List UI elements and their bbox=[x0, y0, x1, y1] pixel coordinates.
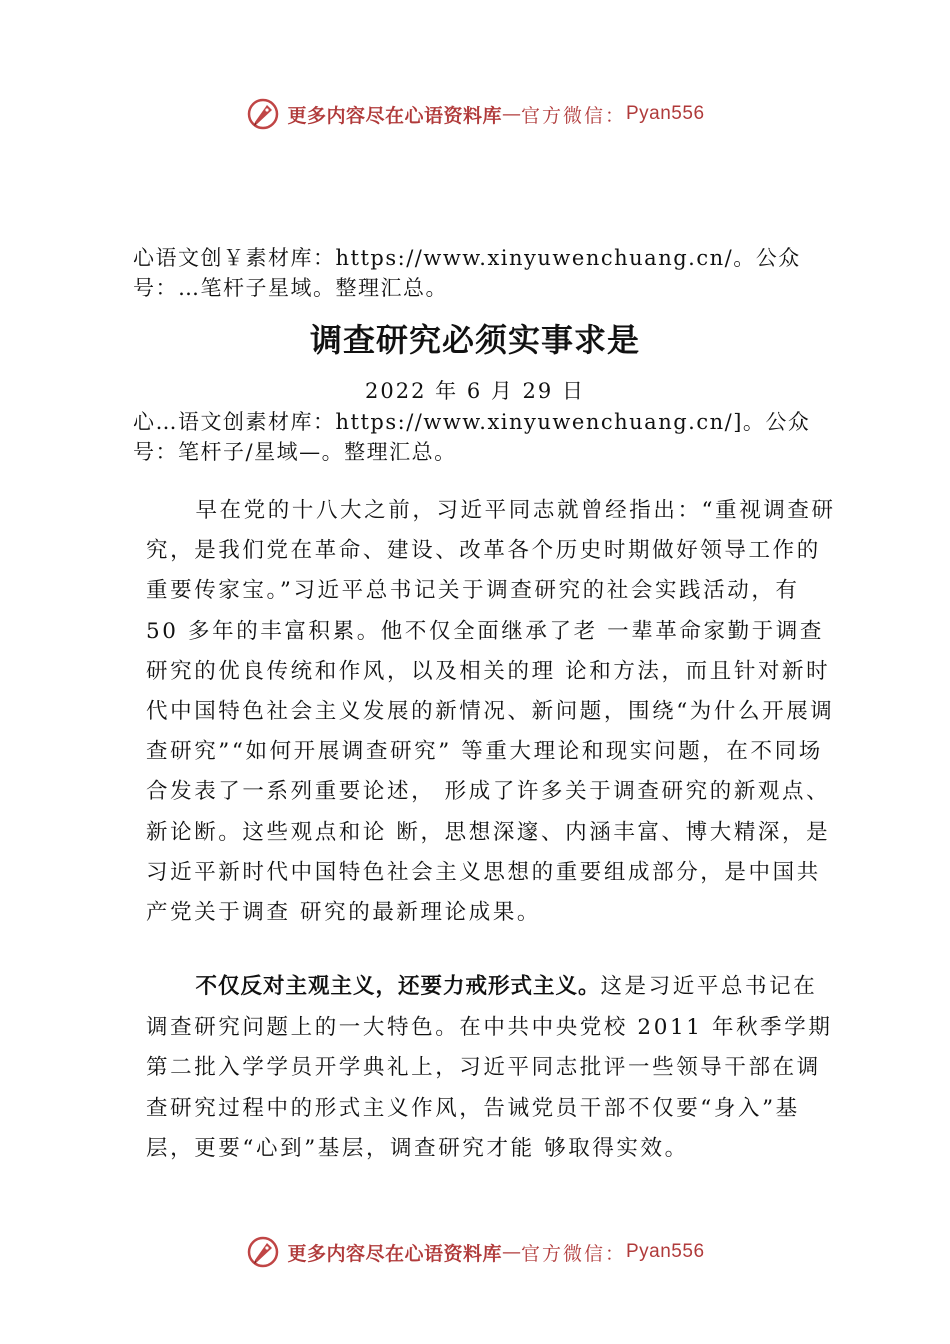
banner-dash: — bbox=[501, 1241, 521, 1263]
body-paragraph-2 bbox=[146, 967, 836, 1170]
source-note-mid: 心…语文创素材库：https://www.xinyuwenchuang.cn/]。公众号：笔杆子/星域—。整理汇总。 bbox=[133, 410, 811, 464]
paragraph-2-body: 这是习近平总书记在调查研究问题上的一大特色。在中共中央党校 2011 年秋季学期第二批入学学员开学典礼上，习近平同志批评一些领导干部在调查研究过程中的形式主义作风，告诫党员干部不仅要“身入”基层，更要“心到”基层，调查研究才能 够取得实效。 bbox=[146, 974, 833, 1161]
banner-site-text: 更多内容尽在心语资料库 bbox=[287, 104, 502, 127]
body-paragraph-1: 早在党的十八大之前，习近平同志就曾经指出：“重视调查研究，是我们党在革命、建设、改革各个历史时期做好领导工作的重要传家宝。”习近平总书记关于调查研究的社会实践活动，有 50 多年的丰富积累。他不仅全面继承了老 一辈革命家勤于调查研究的优良传统和作风，以及相关的理 论和方法，而且针对新时代中国特色社会主义发展的新情况、新问题，围绕“为什么开展调查研究”“如何开展调查研究” 等重大理论和现实问题，在不同场合发表了一系列重要论述， 形成了许多关于调查研究的新观点、新论断。这些观点和论 断，思想深邃、内涵丰富、博大精深，是习近平新时代中国特色社会主义思想的重要组成部分，是中国共产党关于调查 研究的最新理论成果。 bbox=[146, 498, 836, 926]
banner-wechat-id: Pyan556 bbox=[626, 103, 705, 124]
banner-wechat-id: Pyan556 bbox=[626, 1241, 705, 1262]
pen-nib-logo-icon bbox=[245, 96, 281, 132]
banner-wechat-label: 官方微信： bbox=[520, 1242, 626, 1265]
pen-nib-logo-icon bbox=[245, 1234, 281, 1270]
paragraph-2-lead: 不仅反对主观主义，还要力戒形式主义。 bbox=[195, 974, 601, 999]
banner-dash: — bbox=[501, 103, 521, 125]
article-title: 调查研究必须实事求是 bbox=[309, 321, 640, 359]
footer-banner bbox=[0, 1234, 950, 1270]
header-banner bbox=[0, 96, 950, 132]
source-note-top: 心语文创￥素材库：https://www.xinyuwenchuang.cn/。公众号：…笔杆子星域。整理汇总。 bbox=[133, 246, 801, 300]
banner-wechat-label: 官方微信： bbox=[520, 104, 626, 127]
article-date: 2022 年 6 月 29 日 bbox=[365, 379, 585, 403]
banner-site-text: 更多内容尽在心语资料库 bbox=[287, 1242, 502, 1265]
